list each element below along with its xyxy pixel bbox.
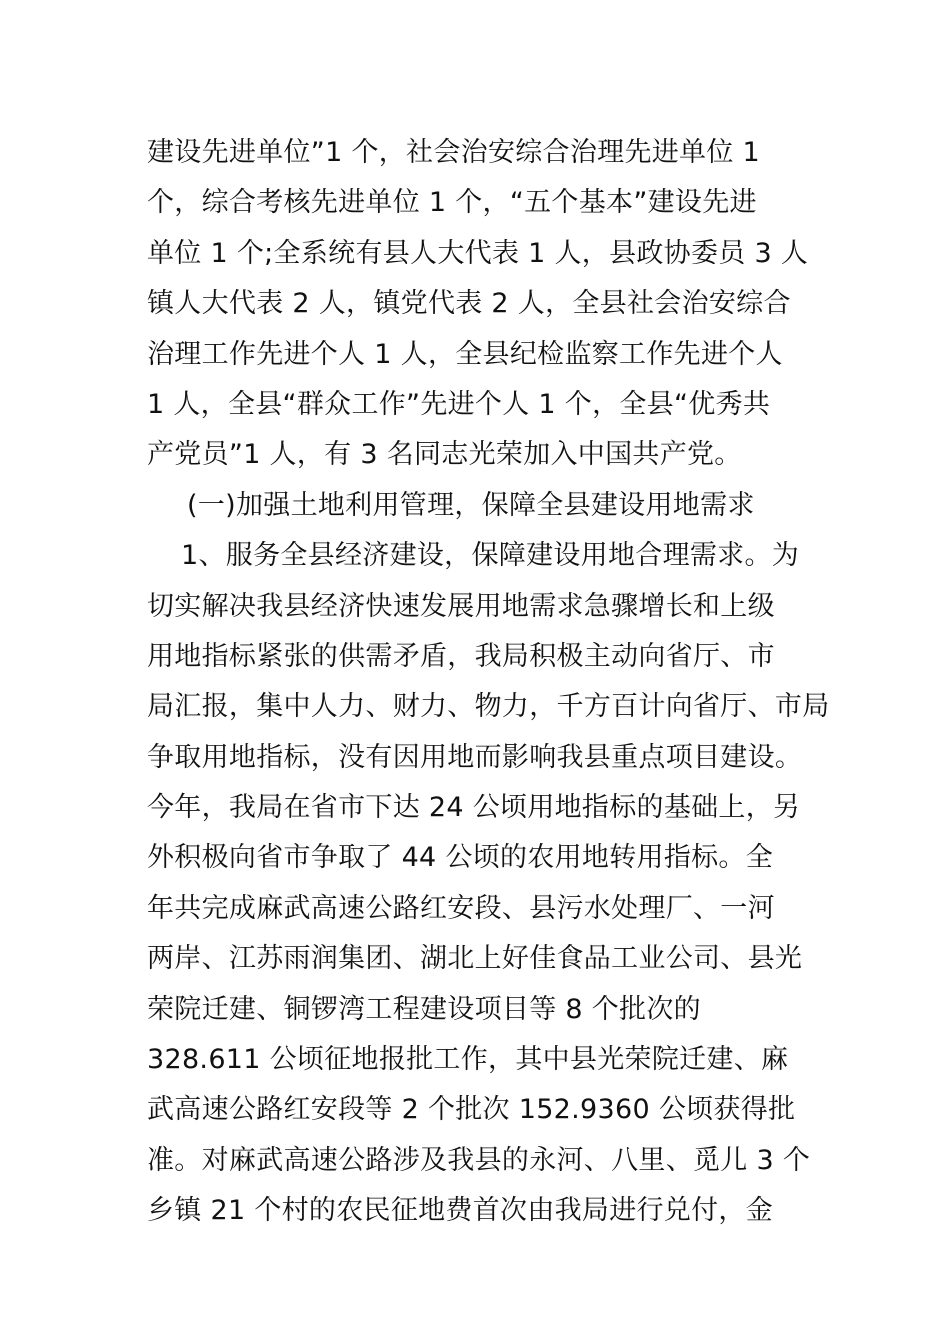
text-line: 局汇报，集中人力、财力、物力，千方百计向省厅、市局 <box>147 691 830 723</box>
text-line: 外积极向省市争取了 44 公顷的农用地转用指标。全 <box>147 842 774 874</box>
text-line: 1 人，全县“群众工作”先进个人 1 个，全县“优秀共 <box>147 388 771 420</box>
document-body <box>147 128 837 1237</box>
text-line: 产党员”1 人，有 3 名同志光荣加入中国共产党。 <box>147 439 742 471</box>
text-line: 个，综合考核先进单位 1 个，“五个基本”建设先进 <box>147 187 757 219</box>
text-line: 乡镇 21 个村的农民征地费首次由我局进行兑付，金 <box>147 1195 774 1227</box>
text-line: 镇人大代表 2 人，镇党代表 2 人，全县社会治安综合 <box>147 288 791 320</box>
text-line: 准。对麻武高速公路涉及我县的永河、八里、觅儿 3 个 <box>147 1144 811 1176</box>
text-line: 单位 1 个;全系统有县人大代表 1 人，县政协委员 3 人 <box>147 237 809 269</box>
text-line: 两岸、江苏雨润集团、湖北上好佳食品工业公司、县光 <box>147 943 803 975</box>
text-line: 武高速公路红安段等 2 个批次 152.9360 公顷获得批 <box>147 1094 796 1126</box>
text-line: 建设先进单位”1 个，社会治安综合治理先进单位 1 <box>147 137 761 168</box>
text-line: 今年，我局在省市下达 24 公顷用地指标的基础上，另 <box>147 792 801 824</box>
section-heading: (一)加强土地利用管理，保障全县建设用地需求 <box>187 489 755 521</box>
text-line: 治理工作先进个人 1 人，全县纪检监察工作先进个人 <box>147 338 783 370</box>
text-line: 争取用地指标，没有因用地而影响我县重点项目建设。 <box>147 741 803 773</box>
text-line: 荣院迁建、铜锣湾工程建设项目等 8 个批次的 <box>147 993 701 1025</box>
text-line: 328.611 公顷征地报批工作，其中县光荣院迁建、麻 <box>147 1044 789 1076</box>
text-line: 1、服务全县经济建设，保障建设用地合理需求。为 <box>181 540 800 572</box>
text-line: 用地指标紧张的供需矛盾，我局积极主动向省厅、市 <box>147 640 775 672</box>
text-line: 切实解决我县经济快速发展用地需求急骤增长和上级 <box>147 590 775 622</box>
text-line: 年共完成麻武高速公路红安段、县污水处理厂、一河 <box>147 892 775 924</box>
